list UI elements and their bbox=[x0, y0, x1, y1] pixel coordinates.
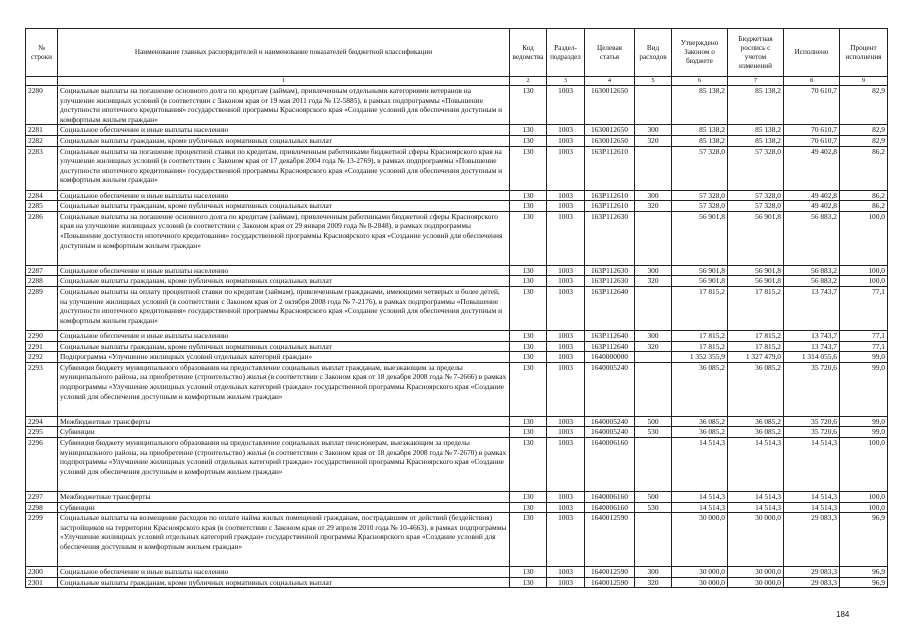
row-dept-code: 130 bbox=[510, 125, 547, 136]
row-executed: 14 514,3 bbox=[784, 437, 840, 491]
row-section: 1003 bbox=[547, 146, 585, 190]
row-section: 1003 bbox=[547, 577, 585, 588]
header-name: Наименование главных распорядителей и наименование показателей бюджетной классификации bbox=[58, 29, 510, 77]
row-percent: 82,9 bbox=[840, 125, 888, 136]
row-approved: 1 352 355,9 bbox=[672, 352, 728, 363]
row-percent: 100,0 bbox=[840, 211, 888, 265]
row-executed: 56 883,2 bbox=[784, 211, 840, 265]
row-executed: 13 743,7 bbox=[784, 286, 840, 330]
row-dept-code: 130 bbox=[510, 135, 547, 146]
row-expense-type bbox=[635, 362, 672, 416]
row-target-article: 163Р112610 bbox=[585, 190, 635, 201]
row-dept-code: 130 bbox=[510, 211, 547, 265]
column-number-row bbox=[26, 77, 888, 86]
row-budget-list: 14 514,3 bbox=[728, 437, 784, 491]
row-budget-list: 36 085,2 bbox=[728, 427, 784, 438]
row-section: 1003 bbox=[547, 416, 585, 427]
row-executed: 14 514,3 bbox=[784, 491, 840, 502]
row-executed: 29 083,3 bbox=[784, 567, 840, 578]
row-percent: 100,0 bbox=[840, 276, 888, 287]
column-number: 4 bbox=[585, 77, 635, 86]
column-number: 2 bbox=[510, 77, 547, 86]
row-expense-type: 300 bbox=[635, 330, 672, 341]
row-approved: 57 328,0 bbox=[672, 190, 728, 201]
row-target-article: 1640006160 bbox=[585, 491, 635, 502]
row-name: Социальные выплаты гражданам, кроме публичных нормативных социальных выплат bbox=[58, 577, 510, 588]
row-name: Социальные выплаты на оплату процентной ставки по кредитам (займам), привлеченным гражданами, имеющими четверых и более детей, на улучшение жилищных условий (в соответствии с Законом края от 2 октября 2008 года № 7-2176), в рамках подпрограммы «Повышение доступности ипотечного кредитования» государственной программы Красноярского края «Создание условий для обеспечения доступным и комфортным жильем граждан» bbox=[58, 286, 510, 330]
header-dept: Код ведомства bbox=[510, 29, 547, 77]
row-number: 2284 bbox=[26, 190, 58, 201]
row-dept-code: 130 bbox=[510, 567, 547, 578]
row-executed: 35 720,6 bbox=[784, 362, 840, 416]
table-row bbox=[26, 352, 888, 363]
column-number: 9 bbox=[840, 77, 888, 86]
row-section: 1003 bbox=[547, 341, 585, 352]
row-section: 1003 bbox=[547, 330, 585, 341]
row-approved: 36 085,2 bbox=[672, 427, 728, 438]
row-dept-code: 130 bbox=[510, 416, 547, 427]
row-target-article: 1640006160 bbox=[585, 502, 635, 513]
row-expense-type: 300 bbox=[635, 125, 672, 136]
row-name: Социальные выплаты гражданам, кроме публичных нормативных социальных выплат bbox=[58, 135, 510, 146]
row-section: 1003 bbox=[547, 201, 585, 212]
row-number: 2297 bbox=[26, 491, 58, 502]
row-executed: 56 883,2 bbox=[784, 265, 840, 276]
row-name: Социальное обеспечение и иные выплаты населению bbox=[58, 190, 510, 201]
table-row bbox=[26, 416, 888, 427]
row-name: Социальное обеспечение и иные выплаты населению bbox=[58, 330, 510, 341]
row-approved: 85 138,2 bbox=[672, 86, 728, 125]
table-row bbox=[26, 491, 888, 502]
row-budget-list: 14 514,3 bbox=[728, 502, 784, 513]
row-section: 1003 bbox=[547, 125, 585, 136]
row-budget-list: 57 328,0 bbox=[728, 190, 784, 201]
row-number: 2280 bbox=[26, 86, 58, 125]
row-section: 1003 bbox=[547, 502, 585, 513]
column-number: 3 bbox=[547, 77, 585, 86]
row-target-article: 1630012650 bbox=[585, 86, 635, 125]
table-row bbox=[26, 427, 888, 438]
row-dept-code: 130 bbox=[510, 362, 547, 416]
row-budget-list: 36 085,2 bbox=[728, 416, 784, 427]
row-number: 2289 bbox=[26, 286, 58, 330]
header-row bbox=[26, 29, 888, 77]
row-percent: 77,1 bbox=[840, 286, 888, 330]
row-percent: 99,0 bbox=[840, 416, 888, 427]
row-name: Межбюджетные трансферты bbox=[58, 416, 510, 427]
row-section: 1003 bbox=[547, 427, 585, 438]
row-budget-list: 56 901,8 bbox=[728, 265, 784, 276]
row-number: 2300 bbox=[26, 567, 58, 578]
row-budget-list: 36 085,2 bbox=[728, 362, 784, 416]
row-target-article: 163Р112630 bbox=[585, 276, 635, 287]
row-dept-code: 130 bbox=[510, 146, 547, 190]
row-expense-type: 300 bbox=[635, 567, 672, 578]
row-number: 2287 bbox=[26, 265, 58, 276]
row-approved: 17 815,2 bbox=[672, 286, 728, 330]
header-budget-list: Бюджетная роспись с учетом изменений bbox=[728, 29, 784, 77]
row-name: Социальные выплаты на погашение процентной ставки по кредитам, привлеченным работниками бюджетной сферы Красноярского края на улучшение жилищных условий (в соответствии с Законом края от 17 декабря 2004 года № 13-2769), в рамках подпрограммы «Повышение доступности ипотечного кредитования» государственной программы Красноярского края «Создание условий для обеспечения доступным и комфортным жильем граждан» bbox=[58, 146, 510, 190]
row-target-article: 163Р112640 bbox=[585, 286, 635, 330]
row-number: 2290 bbox=[26, 330, 58, 341]
row-executed: 70 610,7 bbox=[784, 86, 840, 125]
row-approved: 57 328,0 bbox=[672, 146, 728, 190]
row-percent: 82,9 bbox=[840, 135, 888, 146]
row-section: 1003 bbox=[547, 352, 585, 363]
row-executed: 49 402,8 bbox=[784, 201, 840, 212]
row-expense-type: 320 bbox=[635, 135, 672, 146]
row-expense-type bbox=[635, 146, 672, 190]
row-dept-code: 130 bbox=[510, 437, 547, 491]
row-dept-code: 130 bbox=[510, 201, 547, 212]
row-name: Межбюджетные трансферты bbox=[58, 491, 510, 502]
column-number: 8 bbox=[784, 77, 840, 86]
row-budget-list: 1 327 479,0 bbox=[728, 352, 784, 363]
table-row bbox=[26, 577, 888, 588]
row-name: Социальные выплаты гражданам, кроме публичных нормативных социальных выплат bbox=[58, 201, 510, 212]
row-expense-type: 300 bbox=[635, 190, 672, 201]
row-name: Социальное обеспечение и иные выплаты населению bbox=[58, 567, 510, 578]
row-name: Социальные выплаты гражданам, кроме публичных нормативных социальных выплат bbox=[58, 341, 510, 352]
row-expense-type: 320 bbox=[635, 341, 672, 352]
row-number: 2286 bbox=[26, 211, 58, 265]
row-name: Социальное обеспечение и иные выплаты населению bbox=[58, 125, 510, 136]
row-expense-type: 320 bbox=[635, 276, 672, 287]
budget-table bbox=[25, 28, 888, 588]
row-percent: 86,2 bbox=[840, 146, 888, 190]
row-percent: 100,0 bbox=[840, 491, 888, 502]
row-expense-type: 530 bbox=[635, 427, 672, 438]
row-expense-type: 300 bbox=[635, 265, 672, 276]
row-approved: 17 815,2 bbox=[672, 330, 728, 341]
header-row-number: № строки bbox=[26, 29, 58, 77]
row-target-article: 1640012590 bbox=[585, 513, 635, 567]
row-executed: 56 883,2 bbox=[784, 276, 840, 287]
row-number: 2293 bbox=[26, 362, 58, 416]
row-percent: 100,0 bbox=[840, 502, 888, 513]
row-approved: 56 901,8 bbox=[672, 211, 728, 265]
row-name: Социальные выплаты на погашение основного долга по кредитам (займам), привлеченным отдельными категориями ветеранов на улучшение жилищных условий (в соответствии с Законом края от 19 мая 2011 года № 12-5885), в рамках подпрограммы «Повышение доступности ипотечного кредитования» государственной программы Красноярского края «Создание условий для обеспечения доступным и комфортным жильем граждан» bbox=[58, 86, 510, 125]
row-number: 2291 bbox=[26, 341, 58, 352]
column-number: 7 bbox=[728, 77, 784, 86]
page-number: 184 bbox=[836, 610, 850, 619]
row-number: 2294 bbox=[26, 416, 58, 427]
row-approved: 56 901,8 bbox=[672, 276, 728, 287]
row-budget-list: 85 138,2 bbox=[728, 125, 784, 136]
row-name: Социальные выплаты на возмещение расходов по оплате найма жилых помещений гражданам, пострадавшим от действий (бездействия) застройщиков на территории Красноярского края (в соответствии с Законом края от 29 апреля 2010 года № 10-4663), в рамках подпрограммы «Улучшение жилищных условий отдельных категорий граждан» государственной программы Красноярского края «Создание условий для обеспечения доступным и комфортным жильем граждан» bbox=[58, 513, 510, 567]
row-dept-code: 130 bbox=[510, 265, 547, 276]
row-expense-type bbox=[635, 286, 672, 330]
row-target-article: 163Р112610 bbox=[585, 146, 635, 190]
row-percent: 96,9 bbox=[840, 577, 888, 588]
row-budget-list: 17 815,2 bbox=[728, 286, 784, 330]
row-section: 1003 bbox=[547, 135, 585, 146]
row-approved: 85 138,2 bbox=[672, 135, 728, 146]
row-number: 2298 bbox=[26, 502, 58, 513]
row-target-article: 1640005240 bbox=[585, 416, 635, 427]
row-target-article: 1630012650 bbox=[585, 135, 635, 146]
row-executed: 14 514,3 bbox=[784, 502, 840, 513]
row-budget-list: 85 138,2 bbox=[728, 86, 784, 125]
row-approved: 30 000,0 bbox=[672, 567, 728, 578]
table-row bbox=[26, 362, 888, 416]
table-row bbox=[26, 201, 888, 212]
row-budget-list: 14 514,3 bbox=[728, 491, 784, 502]
row-budget-list: 56 901,8 bbox=[728, 276, 784, 287]
row-section: 1003 bbox=[547, 362, 585, 416]
row-percent: 100,0 bbox=[840, 437, 888, 491]
header-percent: Процент исполнения bbox=[840, 29, 888, 77]
row-name: Подпрограмма «Улучшение жилищных условий отдельных категорий граждан» bbox=[58, 352, 510, 363]
row-budget-list: 56 901,8 bbox=[728, 211, 784, 265]
row-percent: 99,0 bbox=[840, 352, 888, 363]
row-number: 2299 bbox=[26, 513, 58, 567]
row-executed: 70 610,7 bbox=[784, 125, 840, 136]
row-name: Социальные выплаты гражданам, кроме публичных нормативных социальных выплат bbox=[58, 276, 510, 287]
row-section: 1003 bbox=[547, 286, 585, 330]
row-expense-type: 320 bbox=[635, 201, 672, 212]
row-target-article: 163Р112630 bbox=[585, 265, 635, 276]
row-budget-list: 85 138,2 bbox=[728, 135, 784, 146]
row-dept-code: 130 bbox=[510, 577, 547, 588]
row-number: 2285 bbox=[26, 201, 58, 212]
row-number: 2296 bbox=[26, 437, 58, 491]
table-row bbox=[26, 567, 888, 578]
row-percent: 77,1 bbox=[840, 341, 888, 352]
row-dept-code: 130 bbox=[510, 513, 547, 567]
row-expense-type: 500 bbox=[635, 416, 672, 427]
row-name: Субвенции bbox=[58, 427, 510, 438]
row-budget-list: 30 000,0 bbox=[728, 513, 784, 567]
row-dept-code: 130 bbox=[510, 427, 547, 438]
row-percent: 99,0 bbox=[840, 362, 888, 416]
row-percent: 77,1 bbox=[840, 330, 888, 341]
row-target-article: 1640006160 bbox=[585, 437, 635, 491]
row-budget-list: 57 328,0 bbox=[728, 201, 784, 212]
row-target-article: 163Р112630 bbox=[585, 211, 635, 265]
table-row bbox=[26, 330, 888, 341]
row-approved: 56 901,8 bbox=[672, 265, 728, 276]
table-row bbox=[26, 125, 888, 136]
row-target-article: 1640005240 bbox=[585, 362, 635, 416]
row-dept-code: 130 bbox=[510, 502, 547, 513]
row-approved: 30 000,0 bbox=[672, 577, 728, 588]
row-number: 2281 bbox=[26, 125, 58, 136]
row-number: 2282 bbox=[26, 135, 58, 146]
row-section: 1003 bbox=[547, 513, 585, 567]
row-executed: 49 402,8 bbox=[784, 190, 840, 201]
row-name: Субвенция бюджету муниципального образования на предоставление социальных выплат гражданам, выезжающим за пределы муниципального района, на приобретение (строительство) жилья (в соответствии с Законом края от 18 декабря 2008 года № 7-2666) в рамках подпрограммы «Улучшение жилищных условий отдельных категорий граждан» государственной программы Красноярского края «Создание условий для обеспечения доступным и комфортным жильем граждан» bbox=[58, 362, 510, 416]
row-approved: 14 514,3 bbox=[672, 502, 728, 513]
row-dept-code: 130 bbox=[510, 341, 547, 352]
table-row bbox=[26, 190, 888, 201]
table-row bbox=[26, 265, 888, 276]
row-target-article: 1640005240 bbox=[585, 427, 635, 438]
row-dept-code: 130 bbox=[510, 190, 547, 201]
row-name: Субвенция бюджету муниципального образования на предоставление социальных выплат пенсионерам, выезжающим за пределы муниципального района, на приобретение (строительство) жилья (в соответствии с Законом края от 18 декабря 2008 года № 7-2670) в рамках подпрограммы «Улучшение жилищных условий отдельных категорий граждан» государственной программы Красноярского края «Создание условий для обеспечения доступным и комфортным жильем граждан» bbox=[58, 437, 510, 491]
row-section: 1003 bbox=[547, 491, 585, 502]
row-approved: 85 138,2 bbox=[672, 125, 728, 136]
row-target-article: 1640012590 bbox=[585, 567, 635, 578]
row-approved: 36 085,2 bbox=[672, 362, 728, 416]
row-section: 1003 bbox=[547, 265, 585, 276]
table-row bbox=[26, 211, 888, 265]
row-approved: 36 085,2 bbox=[672, 416, 728, 427]
row-expense-type: 320 bbox=[635, 577, 672, 588]
table-body bbox=[26, 86, 888, 588]
row-budget-list: 30 000,0 bbox=[728, 577, 784, 588]
row-budget-list: 57 328,0 bbox=[728, 146, 784, 190]
row-number: 2292 bbox=[26, 352, 58, 363]
row-budget-list: 30 000,0 bbox=[728, 567, 784, 578]
row-expense-type bbox=[635, 352, 672, 363]
row-executed: 1 314 055,6 bbox=[784, 352, 840, 363]
row-percent: 96,9 bbox=[840, 567, 888, 578]
row-dept-code: 130 bbox=[510, 352, 547, 363]
row-executed: 29 083,3 bbox=[784, 577, 840, 588]
header-article: Целевая статья bbox=[585, 29, 635, 77]
row-approved: 30 000,0 bbox=[672, 513, 728, 567]
row-number: 2301 bbox=[26, 577, 58, 588]
table-row bbox=[26, 86, 888, 125]
row-target-article: 163Р112640 bbox=[585, 341, 635, 352]
row-executed: 13 743,7 bbox=[784, 330, 840, 341]
row-target-article: 1640000000 bbox=[585, 352, 635, 363]
header-section: Раздел-подраздел bbox=[547, 29, 585, 77]
row-number: 2288 bbox=[26, 276, 58, 287]
row-expense-type: 500 bbox=[635, 491, 672, 502]
column-number: 1 bbox=[58, 77, 510, 86]
row-expense-type bbox=[635, 513, 672, 567]
row-percent: 82,9 bbox=[840, 86, 888, 125]
row-name: Субвенции bbox=[58, 502, 510, 513]
row-dept-code: 130 bbox=[510, 286, 547, 330]
row-section: 1003 bbox=[547, 211, 585, 265]
row-dept-code: 130 bbox=[510, 86, 547, 125]
header-approved: Утверждено Законом о бюджете bbox=[672, 29, 728, 77]
column-number: 6 bbox=[672, 77, 728, 86]
row-executed: 49 402,8 bbox=[784, 146, 840, 190]
table-row bbox=[26, 276, 888, 287]
table-row bbox=[26, 286, 888, 330]
row-expense-type: 530 bbox=[635, 502, 672, 513]
row-expense-type bbox=[635, 437, 672, 491]
column-number bbox=[26, 77, 58, 86]
row-section: 1003 bbox=[547, 567, 585, 578]
row-percent: 96,9 bbox=[840, 513, 888, 567]
table-row bbox=[26, 341, 888, 352]
row-percent: 99,0 bbox=[840, 427, 888, 438]
header-executed: Исполнено bbox=[784, 29, 840, 77]
table-row bbox=[26, 513, 888, 567]
row-number: 2295 bbox=[26, 427, 58, 438]
row-percent: 86,2 bbox=[840, 190, 888, 201]
row-dept-code: 130 bbox=[510, 491, 547, 502]
row-approved: 57 328,0 bbox=[672, 201, 728, 212]
row-number: 2283 bbox=[26, 146, 58, 190]
row-name: Социальные выплаты на погашение основного долга по кредитам (займам), привлеченным работниками бюджетной сферы Красноярского края на улучшение жилищных условий (в соответствии с Законом края от 29 января 2009 года № 8-2848), в рамках подпрограммы «Повышение доступности ипотечного кредитования» государственной программы Красноярского края «Создание условий для обеспечения доступным и комфортным жильем граждан» bbox=[58, 211, 510, 265]
row-target-article: 163Р112610 bbox=[585, 201, 635, 212]
row-target-article: 1640012590 bbox=[585, 577, 635, 588]
table-row bbox=[26, 135, 888, 146]
row-executed: 35 720,6 bbox=[784, 427, 840, 438]
row-approved: 14 514,3 bbox=[672, 437, 728, 491]
row-expense-type bbox=[635, 211, 672, 265]
row-section: 1003 bbox=[547, 86, 585, 125]
row-executed: 29 083,3 bbox=[784, 513, 840, 567]
table-row bbox=[26, 146, 888, 190]
row-expense-type bbox=[635, 86, 672, 125]
row-executed: 70 610,7 bbox=[784, 135, 840, 146]
row-budget-list: 17 815,2 bbox=[728, 330, 784, 341]
row-approved: 14 514,3 bbox=[672, 491, 728, 502]
row-target-article: 163Р112640 bbox=[585, 330, 635, 341]
row-section: 1003 bbox=[547, 276, 585, 287]
row-dept-code: 130 bbox=[510, 276, 547, 287]
row-executed: 35 720,6 bbox=[784, 416, 840, 427]
row-percent: 100,0 bbox=[840, 265, 888, 276]
row-executed: 13 743,7 bbox=[784, 341, 840, 352]
table-row bbox=[26, 437, 888, 491]
row-section: 1003 bbox=[547, 437, 585, 491]
table-row bbox=[26, 502, 888, 513]
row-section: 1003 bbox=[547, 190, 585, 201]
column-number: 5 bbox=[635, 77, 672, 86]
row-name: Социальное обеспечение и иные выплаты населению bbox=[58, 265, 510, 276]
row-percent: 86,2 bbox=[840, 201, 888, 212]
row-budget-list: 17 815,2 bbox=[728, 341, 784, 352]
header-type: Вид расходов bbox=[635, 29, 672, 77]
row-dept-code: 130 bbox=[510, 330, 547, 341]
row-approved: 17 815,2 bbox=[672, 341, 728, 352]
row-target-article: 1630012650 bbox=[585, 125, 635, 136]
